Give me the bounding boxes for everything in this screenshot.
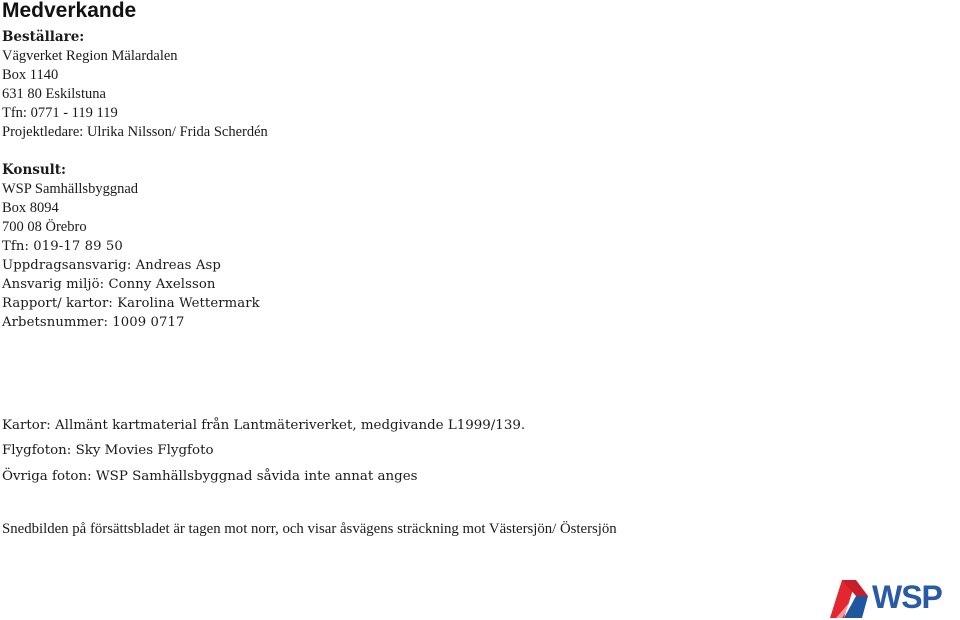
konsult-line: 700 08 Örebro (2, 219, 87, 235)
bestallare-line: Box 1140 (2, 67, 59, 83)
konsult-label: Konsult: (2, 162, 67, 178)
konsult-line: Tfn: 019-17 89 50 (2, 239, 123, 254)
wsp-logo (828, 574, 958, 620)
wsp-logo-text: WSP (872, 579, 942, 615)
konsult-line: Ansvarig miljö: Conny Axelsson (2, 277, 216, 292)
konsult-line: Arbetsnummer: 1009 0717 (2, 315, 185, 330)
flygfoton-credit: Flygfoton: Sky Movies Flygfoto (2, 443, 214, 458)
bestallare-section (2, 28, 268, 142)
wsp-logo-icon (828, 574, 958, 620)
kartor-credit: Kartor: Allmänt kartmaterial från Lantmäteriverket, medgivande L1999/139. (2, 418, 526, 433)
konsult-line: WSP Samhällsbyggnad (2, 181, 139, 197)
konsult-line: Uppdragsansvarig: Andreas Asp (2, 258, 221, 273)
bestallare-line: Projektledare: Ulrika Nilsson/ Frida Scherdén (2, 124, 268, 140)
bestallare-label: Beställare: (2, 29, 85, 45)
bestallare-line: Vägverket Region Mälardalen (2, 48, 178, 64)
bestallare-line: 631 80 Eskilstuna (2, 86, 106, 102)
bestallare-line: Tfn: 0771 - 119 119 (2, 105, 118, 121)
ovriga-foton-credit: Övriga foton: WSP Samhällsbyggnad såvida inte annat anges (2, 469, 418, 484)
konsult-line: Rapport/ kartor: Karolina Wettermark (2, 296, 260, 311)
page-title: Medverkande (2, 0, 137, 22)
snedbild-caption: Snedbilden på försättsbladet är tagen mot norr, och visar åsvägens sträckning mot Västersjön/ Östersjön (2, 521, 617, 537)
konsult-section (2, 161, 260, 332)
konsult-line: Box 8094 (2, 200, 59, 216)
